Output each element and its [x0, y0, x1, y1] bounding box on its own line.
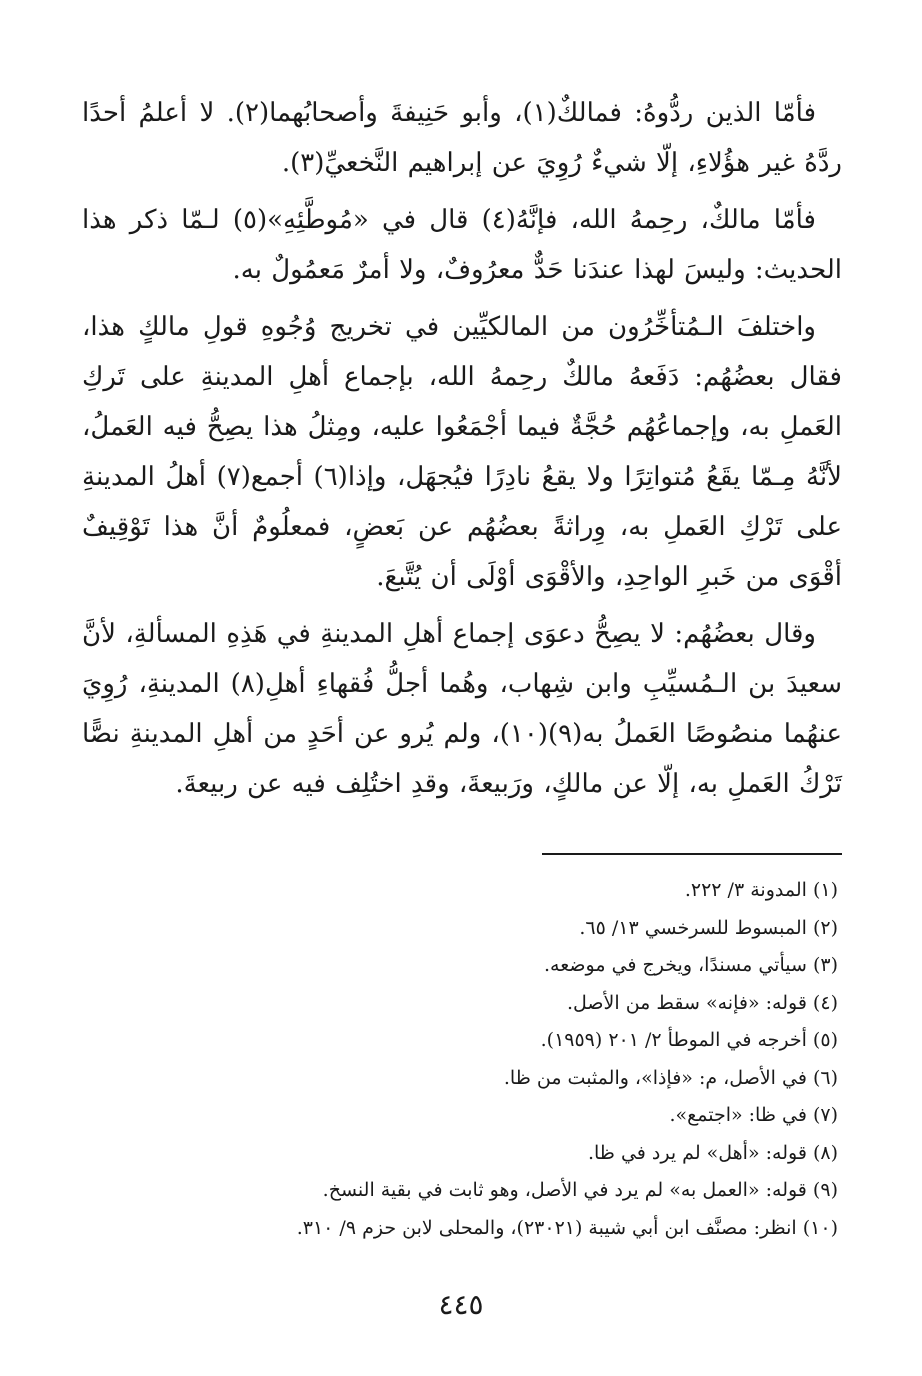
- paragraph-4: [82, 609, 842, 809]
- paragraph-4-text: وقال بعضُهُم: لا يصِحُّ دعوَى إجماع أهلِ المدينةِ في هَذِهِ المسألةِ، لأنَّ سعيدَ بن الـمُسيِّبِ وابن شِهاب، وهُما أجلُّ فُقهاءِ أهلِ(٨) المدينةِ، رُوِيَ عنهُما منصُوصًا العَملُ به(٩)(١٠)، ولم يُرو عن أحَدٍ من أهلِ المدينةِ نصًّا تَرْكُ العَملِ به، إلّا عن مالكٍ، ورَبيعةَ، وقدِ اختُلِف فيه عن ربيعةَ.: [82, 619, 842, 799]
- footnote-3: (٣) سيأتي مسندًا، ويخرج في موضعه.: [544, 954, 838, 976]
- footnote-2: (٢) المبسوط للسرخسي ١٣/ ٦٥.: [579, 916, 838, 939]
- footnote-10: (١٠) انظر: مصنَّف ابن أبي شيبة (٢٣٠٢١)، والمحلى لابن حزم ٩/ ٣١٠.: [296, 1216, 838, 1239]
- paragraph-1-text: فأمّا الذين ردُّوهُ: فمالكٌ(١)، وأبو حَنِيفةَ وأصحابُهما(٢). لا أعلمُ أحدًا ردَّهُ غير هؤُلاءِ، إلّا شيءٌ رُوِيَ عن إبراهيم النَّخعيِّ(٣).: [82, 98, 842, 178]
- paragraph-3: [82, 302, 842, 602]
- footnote-7: (٧) في ظا: «اجتمع».: [669, 1104, 838, 1126]
- main-text: [82, 88, 842, 809]
- page-number: ٤٤٥: [438, 1288, 484, 1321]
- paragraph-3-text: واختلفَ الـمُتأخِّرُون من المالكيِّين في تخريج وُجُوهِ قولِ مالكٍ هذا، فقال بعضُهُم: دَفَعهُ مالكٌ رحِمهُ الله، بإجماع أهلِ المدينةِ على تَركِ العَملِ به، وإجماعُهُم حُجَّةٌ فيما أجْمَعُوا عليه، ومِثلُ هذا يصِحُّ فيه العَملُ، لأنَّهُ مِـمّا يقَعُ مُتواتِرًا ولا يقعُ نادِرًا فيُجهَل، وإذا(٦) أجمع(٧) أهلُ المدينةِ على تَرْكِ العَملِ به، وِراثةً بعضُهُم عن بَعضٍ، فمعلُومٌ أنَّ هذا تَوْقِيفٌ أقْوَى من خَبرِ الواحِدِ، والأقْوَى أوْلَى أن يُتَّبعَ.: [82, 312, 842, 592]
- footnote-6: (٦) في الأصل، م: «فإذا»، والمثبت من ظا.: [503, 1066, 838, 1089]
- paragraph-1: [82, 88, 842, 188]
- footnote-4: (٤) قوله: «فإنه» سقط من الأصل.: [566, 991, 838, 1014]
- footnote-9: (٩) قوله: «العمل به» لم يرد في الأصل، وهو ثابت في بقية النسخ.: [322, 1179, 838, 1201]
- footnote-8: (٨) قوله: «أهل» لم يرد في ظا.: [587, 1141, 838, 1164]
- footnotes-list: [82, 872, 844, 1247]
- footnote-1: (١) المدونة ٣/ ٢٢٢.: [684, 879, 838, 901]
- footnote-5: (٥) أخرجه في الموطأ ٢/ ٢٠١ (١٩٥٩).: [540, 1029, 838, 1051]
- footnote-divider: [542, 853, 842, 855]
- paragraph-2-text: فأمّا مالكٌ، رحِمهُ الله، فإنَّهُ(٤) قال في «مُوطَّئِهِ»(٥) لـمّا ذكر هذا الحديث: وليسَ لهذا عندَنا حَدٌّ معرُوفٌ، ولا أمرٌ مَعمُولٌ به.: [82, 205, 842, 285]
- paragraph-2: [82, 195, 842, 295]
